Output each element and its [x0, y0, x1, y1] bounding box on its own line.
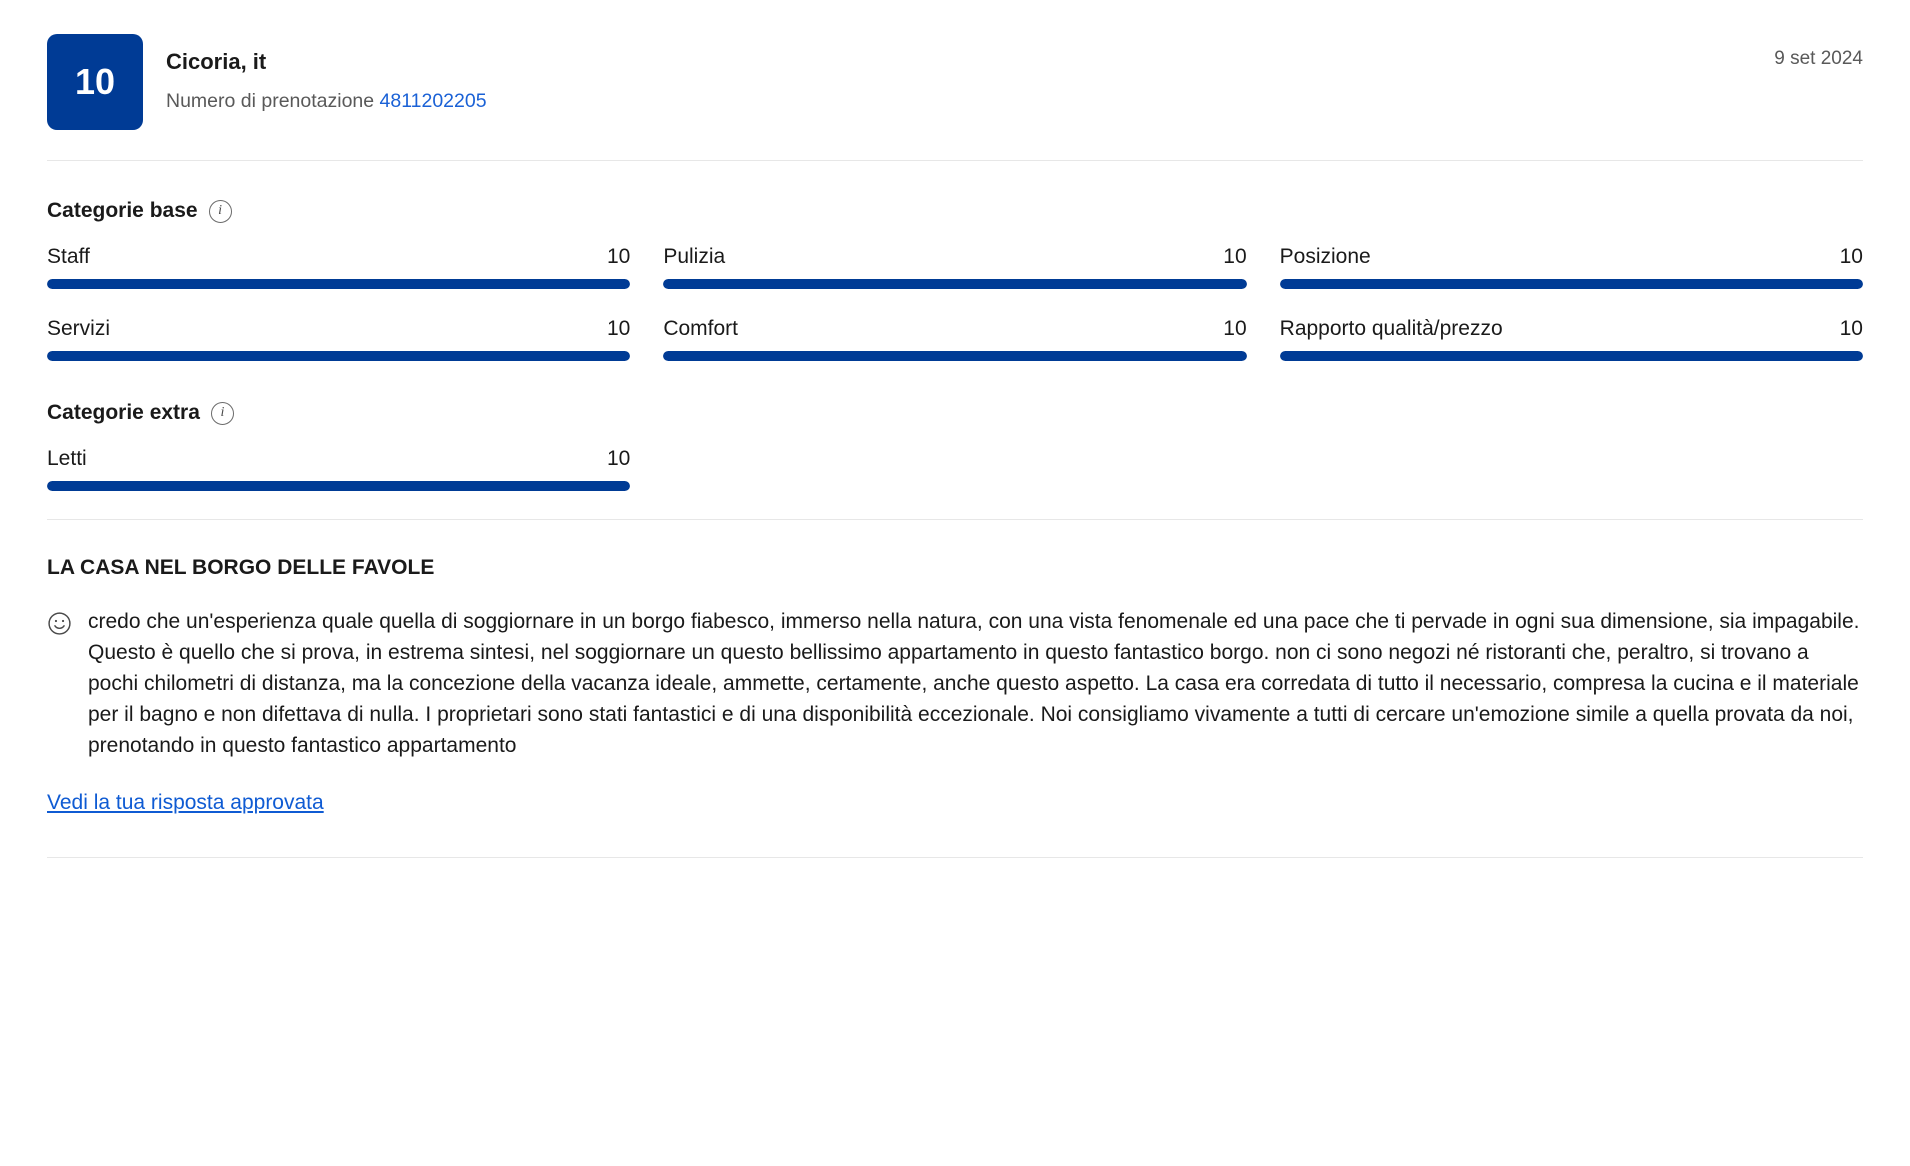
rating-bar-fill	[47, 481, 630, 491]
rating-item	[663, 317, 1246, 389]
rating-item	[47, 447, 630, 519]
reviewer-block	[166, 34, 487, 114]
rating-label: Servizi	[47, 317, 111, 340]
rating-item	[1280, 317, 1863, 389]
rating-item	[47, 317, 630, 389]
footer-divider	[47, 857, 1863, 858]
rating-bar	[663, 351, 1246, 361]
rating-value: 10	[606, 245, 631, 268]
review-date: 9 set 2024	[1774, 48, 1863, 69]
review-score-badge: 10	[47, 34, 143, 130]
review-title: LA CASA NEL BORGO DELLE FAVOLE	[47, 556, 435, 579]
view-approved-reply-link[interactable]: Vedi la tua risposta approvata	[47, 791, 324, 815]
review-header	[47, 0, 1863, 160]
smiley-positive-icon	[47, 611, 72, 641]
rating-bar	[1280, 351, 1863, 361]
rating-bar-fill	[47, 351, 630, 361]
rating-label: Comfort	[663, 317, 739, 340]
review-body-row	[47, 606, 1863, 761]
rating-bar	[47, 351, 630, 361]
rating-value: 10	[1223, 245, 1247, 268]
info-icon[interactable]: i	[209, 200, 232, 223]
rating-bar	[47, 481, 630, 491]
rating-item	[47, 245, 630, 317]
rating-bar	[47, 279, 630, 289]
info-icon[interactable]: i	[211, 402, 234, 425]
rating-label: Rapporto qualità/prezzo	[1279, 317, 1503, 340]
rating-value: 10	[606, 317, 631, 340]
rating-bar-fill	[47, 279, 630, 289]
booking-label-text: Numero di prenotazione	[166, 89, 375, 112]
base-categories-title: Categorie base	[47, 199, 198, 222]
base-ratings-grid	[47, 223, 1863, 389]
review-text: credo che un'esperienza quale quella di soggiornare in un borgo fiabesco, immerso nella natura, con una vista fenomenale ed una pace che ti pervade in ogni sua dimensione, sia impagabile. Questo è quello che si prova, in estrema sintesi, nel soggiornare un questo bellissimo appartamento in questo fantastico borgo. non ci sono negozi né ristoranti che, peraltro, si trovano a pochi chilometri di distanza, ma la concezione della vacanza ideale, ammette, certamente, anche questo aspetto. La casa era corredata di tutto il necessario, compresa la cucina e il materiale per il bagno e non difettava di nulla. I proprietari sono stati fantastici e di una disponibilità eccezionale. Noi consigliamo vivamente a tutti di cercare un'emozione simile a quella provata da noi, prenotando in questo fantastico appartamento	[88, 610, 1860, 758]
rating-label: Letti	[47, 447, 87, 470]
review-content	[47, 520, 1863, 815]
reviewer-name: Cicoria, it	[166, 49, 267, 74]
rating-bar-fill	[1280, 279, 1863, 289]
rating-value: 10	[1223, 317, 1247, 340]
extra-categories-title: Categorie extra	[47, 401, 200, 424]
rating-value: 10	[606, 447, 631, 470]
rating-value: 10	[1839, 245, 1863, 268]
rating-label: Pulizia	[663, 245, 726, 268]
extra-categories-title-row	[47, 389, 1863, 425]
base-categories-title-row	[47, 161, 1863, 223]
booking-line	[166, 89, 487, 114]
rating-bar	[1280, 279, 1863, 289]
rating-bar-fill	[1280, 351, 1863, 361]
rating-bar	[663, 279, 1246, 289]
rating-bar-fill	[663, 279, 1246, 289]
rating-item	[663, 245, 1246, 317]
extra-ratings-grid	[47, 425, 1863, 519]
rating-label: Staff	[47, 245, 90, 268]
booking-number[interactable]: 4811202205	[379, 89, 487, 112]
rating-label: Posizione	[1279, 245, 1371, 268]
rating-item	[1280, 245, 1863, 317]
rating-bar-fill	[663, 351, 1246, 361]
rating-value: 10	[1839, 317, 1863, 340]
